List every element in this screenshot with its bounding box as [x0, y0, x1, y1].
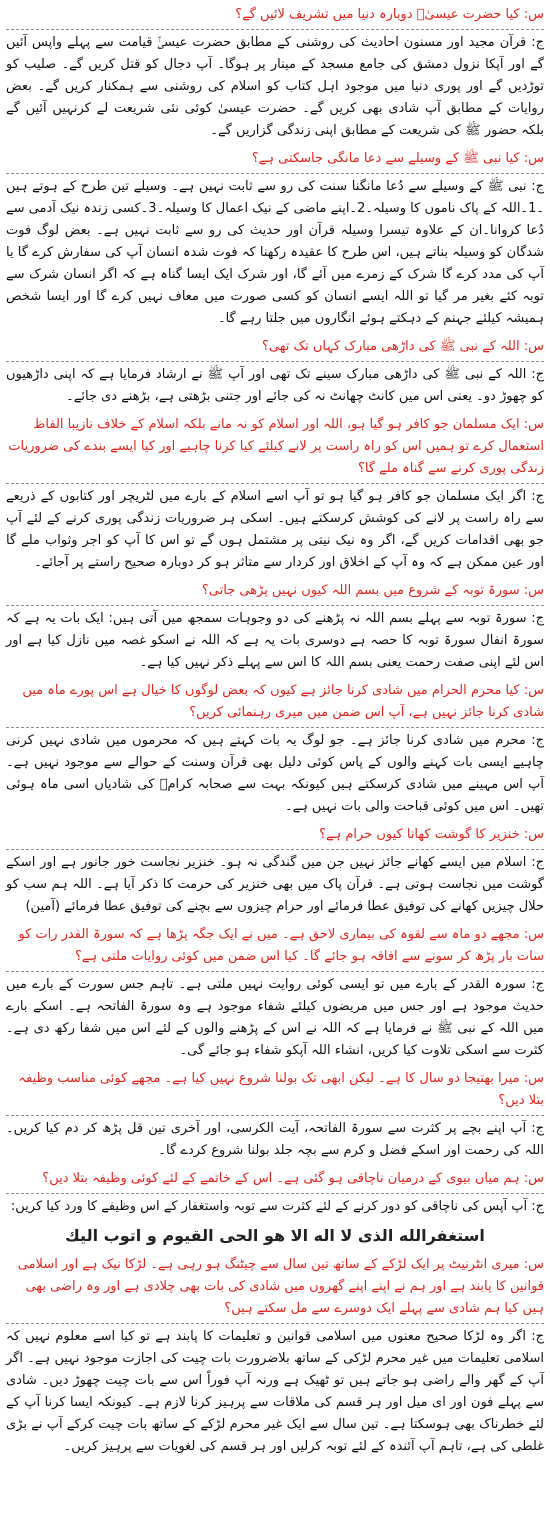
question-text: س: کیا حضرت عیسیٰؑ دوبارہ دنیا میں تشریف لائیں گے؟ [6, 2, 544, 30]
qa-item-3 [6, 334, 544, 411]
qa-item-1 [6, 2, 544, 145]
qa-item-11 [6, 1252, 544, 1461]
question-text: س: میری انٹرنیٹ پر ایک لڑکے کے ساتھ تین سال سے چیٹنگ ہو رہی ہے۔ لڑکا نیک ہے اور اسلامی قوانین کا پابند ہے اور ہم نے اپنے اپنے گھروں میں شادی کی بات بھی چلادی ہے اور وہ راضی بھی ہیں کیا ہم شادی سے پہلے ایک دوسرے سے مل سکتے ہیں؟ [6, 1252, 544, 1324]
question-text: س: ایک مسلمان جو کافر ہو گیا ہو، اللہ اور اسلام کو نہ مانے بلکہ اسلام کے خلاف نازیبا الفاظ استعمال کرے تو ہمیں اس کو راہ راست پر لانے کیلئے کیا کرنا چاہیے اور کیا ایسے بندے کی ضروریات زندگی پوری کرنے سے گناہ ملے گا؟ [6, 412, 544, 484]
answer-text: ج: محرم میں شادی کرنا جائز ہے۔ جو لوگ یہ بات کہتے ہیں کہ محرموں میں شادی نہیں کرنی چاہیے ایسی بات کہنے والوں کے پاس کوئی دلیل بھی قرآن وسنت کے حوالے سے موجود نہیں ہے۔ آپ اس مہینے میں شادی کرسکتے ہیں کیونکہ بہت سے صحابہ کرامؓ کی شادیاں اسی ماہ ہوئی تھیں۔ اس میں کوئی قباحت والی بات نہیں ہے۔ [6, 733, 544, 814]
question-text: س: میرا بھتیجا دو سال کا ہے۔ لیکن ابھی تک بولنا شروع نہیں کیا ہے۔ مجھے کوئی مناسب وظیفہ بتلا دیں؟ [6, 1066, 544, 1116]
qa-item-4 [6, 412, 544, 577]
question-text: س: کیا نبی ﷺ کے وسیلے سے دعا مانگی جاسکتی ہے؟ [6, 146, 544, 174]
question-text: س: اللہ کے نبی ﷺ کی داڑھی مبارک کہاں تک تھی؟ [6, 334, 544, 362]
question-text: س: کیا محرم الحرام میں شادی کرنا جائز ہے کیوں کہ بعض لوگوں کا خیال ہے اس پورے ماہ میں شادی کرنا جائز نہیں ہے، آپ اس ضمن میں میری رہنمائی کریں؟ [6, 678, 544, 728]
answer-text: ج: اگر ایک مسلمان جو کافر ہو گیا ہو تو آپ اسے اسلام کے بارے میں لٹریچر اور کتابوں کے ذریعے سے راہ راست پر لانے کی کوشش کرسکتے ہیں۔ اسکی ہر ضروریات زندگی پوری کرنے کے لئے آپ جو بھی اقدامات کریں گے، اگر وہ نیک نیتی پر مشتمل ہوں گے تو اس کا آپ کو اجر وثواب ملے گا اور عین ممکن ہے کہ وہ آپ کے اخلاق اور کردار سے متاثر ہو کر دوبارہ صحیح راستے پر آجائے۔ [6, 489, 544, 570]
answer-text: ج: اللہ کے نبی ﷺ کی داڑھی مبارک سینے تک تھی اور آپ ﷺ نے ارشاد فرمایا ہے کہ اپنی داڑھیوں کو چھوڑ دو۔ یعنی اس میں کانٹ چھانٹ نہ کی جائے اور جتنی بڑھتی ہے، بڑھنے دی جائے۔ [6, 367, 544, 404]
answer-text: ج: اگر وہ لڑکا صحیح معنوں میں اسلامی قوانین و تعلیمات کا پابند ہے تو کیا اسے معلوم نہیں کہ اسلامی تعلیمات میں غیر محرم لڑکی کے ساتھ بلاضرورت بات چیت کی اجازت موجود نہیں ہے۔ اگر آپ کے گھر والے راضی ہو جاتے ہیں تو ٹھیک ہے ورنہ آپ فوراً اس سے بات چیت چھوڑ دیں۔ شادی سے پہلے فون اور ای میل اور ہر قسم کی ملاقات سے پرہیز کرنا لازم ہے۔ کیونکہ ایسا کرنا آپ کے لئے خطرناک بھی ہوسکتا ہے۔ تین سال سے ایک غیر محرم لڑکے کے ساتھ بات چیت کرکے آپ نے بڑی غلطی کی ہے، تاہم آپ آئندہ کے لئے توبہ کرلیں اور ہر قسم کی لغویات سے پرہیز کریں۔ [6, 1329, 544, 1454]
answer-text: ج: سورہ القدر کے بارے میں تو ایسی کوئی روایت نہیں ملتی ہے۔ تاہم جس سورت کے بارے میں حدیث موجود ہے اور جس میں مریضوں کیلئے شفاء موجود ہے وہ سورۃ الفاتحہ ہے۔ اسکے بارے میں اللہ کے نبی ﷺ نے فرمایا ہے کہ اللہ نے اس کے پڑھنے والوں کے لئے اس میں شفا رکھ دی ہے۔ کثرت سے اسکی تلاوت کیا کریں، انشاء اللہ آپکو شفاء ہو جائے گی۔ [6, 977, 544, 1058]
answer-text: ج: آپ اپنے بچے پر کثرت سے سورۃ الفاتحہ، آیت الکرسی، اور آخری تین قل پڑھ کر دم کیا کریں۔ اللہ کی رحمت اور اسکے فضل و کرم سے بچہ جلد بولنا شروع کردے گا۔ [6, 1121, 544, 1158]
question-text: س: خنزیر کا گوشت کھانا کیوں حرام ہے؟ [6, 822, 544, 850]
answer-text: ج: نبی ﷺ کے وسیلے سے دُعا مانگنا سنت کی رو سے ثابت نہیں ہے۔ وسیلے تین طرح کے ہوتے ہیں ۔1۔اللہ کے پاک ناموں کا وسیلہ۔2۔اپنے ماضی کے نیک اعمال کا وسیلہ۔3۔کسی زندہ نیک آدمی سے دُعا کروانا۔ان کے علاوہ تیسرا وسیلہ قرآن اور حدیث کی رو سے ثابت نہیں ہے۔ بعض لوگ فوت شدگان کو وسیلہ بناتے ہیں، اس طرح کا عقیدہ رکھنا کہ فوت شدہ انسان آپ کی سفارش کرے گا یا آپ کی مدد کرے گا شرک کے زمرے میں آئے گا، اور شرک ایک ایسا گناہ ہے کہ اگر انسان شرک سے توبہ کئے بغیر مر گیا تو اللہ ایسے انسان کو کسی صورت میں معاف نہیں کرے گا اور ایسا شخص ہمیشہ کیلئے جہنم کے دہکتے ہوئے انگاروں میں جلتا رہے گا۔ [6, 179, 544, 326]
answer-text: ج: آپ آپس کی ناچاقی کو دور کرنے کے لئے کثرت سے توبہ واستغفار کے اس وظیفے کا ورد کیا کریں: [10, 1199, 544, 1214]
qa-item-6 [6, 678, 544, 821]
qa-item-5 [6, 578, 544, 677]
qa-item-9 [6, 1066, 544, 1165]
qa-item-7 [6, 822, 544, 921]
qa-item-8 [6, 922, 544, 1065]
question-text: س: ہم میاں بیوی کے درمیان ناچاقی ہو گئی ہے۔ اس کے خاتمے کے لئے کوئی وظیفہ بتلا دیں؟ [6, 1166, 544, 1194]
answer-text: ج: قرآن مجید اور مسنون احادیث کی روشنی کے مطابق حضرت عیسیٰؑ قیامت سے پہلے واپس آئیں گے اور آپکا نزول دمشق کی جامع مسجد کے مینار پر ہوگا۔ آپ دجال کو قتل کریں گے۔ صلیب کو توڑدیں گے اور پوری دنیا میں موجود اہل کتاب کو اسلام کی روشنی سے ہمکنار کریں گے۔ بعض روایات کے مطابق آپ شادی بھی کریں گے۔ حضرت عیسیٰ کوئی نئی شریعت لے کرنہیں آئیں گے بلکہ حضور ﷺ کی شریعت کے مطابق اپنی زندگی گزاریں گے۔ [6, 35, 544, 138]
qa-item-10 [6, 1166, 544, 1251]
qa-item-2 [6, 146, 544, 333]
question-text: س: مجھے دو ماہ سے لقوہ کی بیماری لاحق ہے۔ میں نے ایک جگہ پڑھا ہے کہ سورۃ القدر رات کو سات بار پڑھ کر سونے سے افاقہ ہو جائے گا۔ کیا اس ضمن میں کوئی روایات ملتی ہے؟ [6, 922, 544, 972]
dua-text: استغفرالله الذی لا اله الا هو الحی القیوم و اتوب الیك [65, 1226, 485, 1245]
question-text: س: سورۃ توبہ کے شروع میں بسم اللہ کیوں نہیں پڑھی جاتی؟ [6, 578, 544, 606]
answer-text: ج: اسلام میں ایسے کھانے جائز نہیں جن میں گندگی نہ ہو۔ خنزیر نجاست خور جانور ہے اور اسکے گوشت میں نجاست ہوتی ہے۔ قرآن پاک میں بھی خنزیر کی حرمت کا ذکر آیا ہے۔ اللہ ہم سب کو حلال چیزیں کھانے کی توفیق عطا فرمائے اور حرام چیزوں سے بچنے کی توفیق عطا فرمائے (آمین) [6, 855, 544, 914]
answer-text: ج: سورۃ توبہ سے پہلے بسم اللہ نہ پڑھنے کی دو وجوہات سمجھ میں آتی ہیں: ایک بات یہ ہے کہ سورۃ انفال سورۃ توبہ کا حصہ ہے دوسری بات یہ ہے کہ اللہ نے اسکو غصہ میں نازل کیا ہے اور اس لئے اپنی صفت رحمت یعنی بسم اللہ کا اس سے پہلے ذکر نہیں کیا ہے۔ [6, 611, 544, 670]
